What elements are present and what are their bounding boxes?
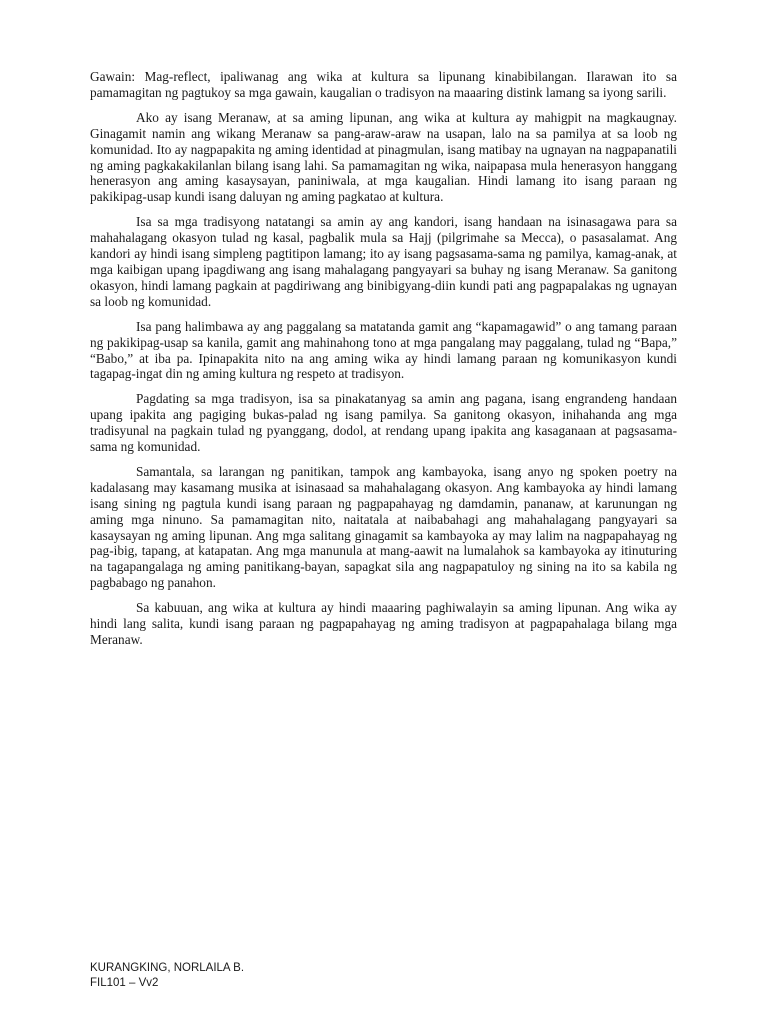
footer-author: KURANGKING, NORLAILA B.	[90, 962, 245, 974]
task-paragraph: Gawain: Mag-reflect, ipaliwanag ang wika at kultura sa lipunang kinabibilangan. Ilarawan ito sa pamamagitan ng pagtukoy sa mga gawain, kaugalian o tradisyon na maaaring distink lamang sa iyong sarili.	[90, 69, 677, 100]
body-paragraph: Sa kabuuan, ang wika at kultura ay hindi maaaring paghiwalayin sa aming lipunan. Ang wika ay hindi lang salita, kundi isang paraan ng pagpapahayag ng aming tradisyon at pagpapahalaga bilang mga Meranaw.	[90, 600, 677, 647]
body-paragraph: Isa pang halimbawa ay ang paggalang sa matatanda gamit ang “kapamagawid” o ang tamang paraan ng pakikipag-usap sa kanila, gamit ang mahinahong tono at mga pangalang may paggalang, tulad ng “Bapa,” “Babo,” at iba pa. Ipinapakita nito na ang aming wika ay hindi lamang paraan ng komunikasyon kundi tagapag-ingat din ng aming kultura ng respeto at tradisyon.	[90, 318, 677, 382]
body-paragraph: Pagdating sa mga tradisyon, isa sa pinakatanyag sa amin ang pagana, isang engrandeng handaan upang ipakita ang pagiging bukas-palad ng isang pamilya. Sa ganitong okasyon, inihahanda ang mga tradisyunal na pagkain tulad ng pyanggang, dodol, at rendang upang ipakita ang kasaganaan at pagsasama-sama ng komunidad.	[90, 391, 677, 455]
document-body	[90, 69, 677, 657]
footer-course: FIL101 – Vv2	[90, 976, 159, 989]
body-paragraph: Samantala, sa larangan ng panitikan, tampok ang kambayoka, isang anyo ng spoken poetry na kadalasang may kasamang musika at isinasaad sa mahahalagang okasyon. Ang kambayoka ay hindi lamang isang sining ng pagtula kundi isang paraan ng pagpapahayag ng damdamin, pananaw, at karunungan ng aming mga ninuno. Sa pamamagitan nito, naitatala at naibabahagi ang mahahalagang pangyayari sa kasaysayan ng aming lipunan. Ang mga salitang ginagamit sa kambayoka ay may lalim na nagpapahayag ng pag-ibig, tapang, at katapatan. Ang mga manunula at mang-aawit na lumalahok sa kambayoka ay itinuturing na tagapangalaga ng aming panitikang-bayan, sapagkat sila ang nagpapatuloy ng sining na ito sa kabila ng pagbabago ng panahon.	[90, 463, 677, 591]
page-footer	[90, 961, 244, 990]
body-paragraph: Ako ay isang Meranaw, at sa aming lipunan, ang wika at kultura ay mahigpit na magkaugnay. Ginagamit namin ang wikang Meranaw sa pang-araw-araw na usapan, lalo na sa pamilya at sa loob ng komunidad. Ito ay nagpapakita ng aming identidad at pinagmulan, isang matibay na ugnayan na nagpapanatili ng aming pagkakakilanlan bilang isang lahi. Sa pamamagitan ng wika, naipapasa mula henerasyon hanggang henerasyon ang aming kasaysayan, paniniwala, at mga kaugalian. Hindi lamang ito isang paraan ng pakikipag-usap kundi isang daluyan ng aming pagkatao at kultura.	[90, 109, 677, 205]
body-paragraph: Isa sa mga tradisyong natatangi sa amin ay ang kandori, isang handaan na isinasagawa para sa mahahalagang okasyon tulad ng kasal, pagbalik mula sa Hajj (pilgrimahe sa Mecca), o pasasalamat. Ang kandori ay hindi isang simpleng pagtitipon lamang; ito ay isang pagsasama-sama ng pamilya, kamag-anak, at mga kaibigan upang ipagdiwang ang isang mahalagang pangyayari sa buhay ng isang Meranaw. Sa ganitong okasyon, hindi lamang pagkain at pagdiriwang ang binibigyang-diin kundi pati ang pagpapalakas ng ugnayan sa loob ng komunidad.	[90, 214, 677, 309]
